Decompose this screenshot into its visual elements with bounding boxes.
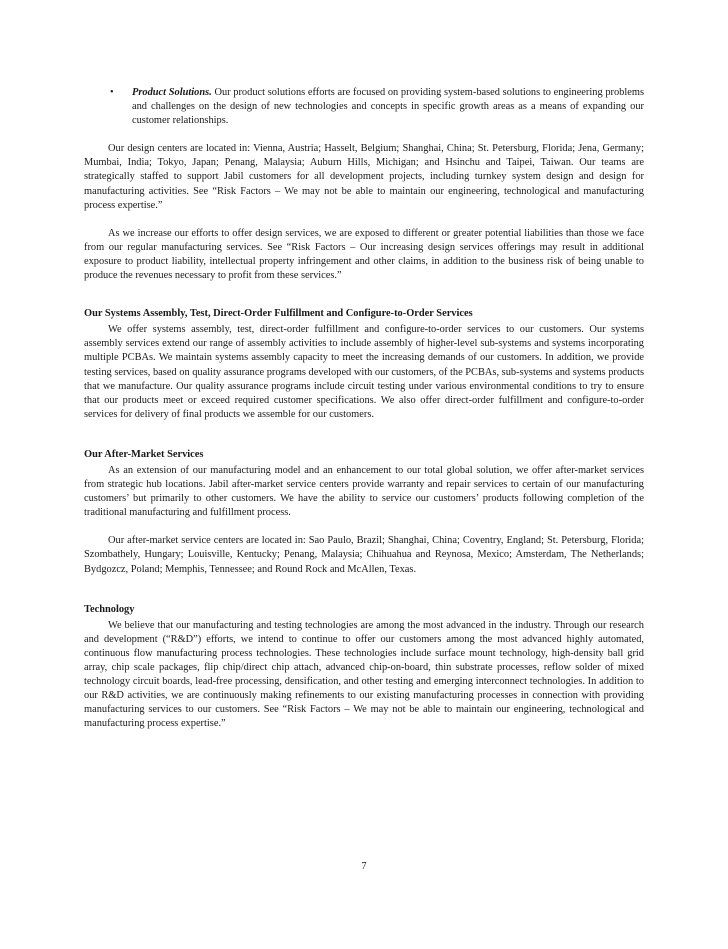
bullet-lead: Product Solutions. (132, 87, 212, 98)
bullet-text: Our product solutions efforts are focused on providing system-based solutions to engineering problems and challenges on the design of new technologies and concepts in specific growth areas as a means of expanding our customer relationships. (132, 87, 644, 127)
section-heading-systems-assembly: Our Systems Assembly, Test, Direct-Order Fulfillment and Configure-to-Order Services (84, 308, 473, 320)
paragraph-after-market-locations: Our after-market service centers are located in: Sao Paulo, Brazil; Shanghai, China; Coventry, England; St. Petersburg, Florida; Szombathely, Hungary; Louisville, Kentucky; Penang, Malaysia; Chihuahua and Reynosa, Mexico; Amsterdam, The Netherlands; Bydgozcz, Poland; Memphis, Tennessee; and Round Rock and McAllen, Texas. (84, 535, 644, 575)
paragraph-systems-assembly: We offer systems assembly, test, direct-order fulfillment and configure-to-order services to our customers. Our systems assembly services extend our range of assembly activities to include assembly of higher-level sub-systems and systems incorporating multiple PCBAs. We maintain systems assembly capacity to meet the increasing demands of our customers. In addition, we provide testing services, based on quality assurance programs developed with our customers, of the PCBAs, sub-systems and systems products that we manufacture. Our quality assurance programs include circuit testing under various environmental conditions to try to ensure that our products meet or exceed required customer specifications. We also offer direct-order fulfillment and configure-to-order services for delivery of final products we assemble for our customers. (84, 324, 644, 420)
section-heading-technology: Technology (84, 603, 135, 615)
document-body (84, 86, 644, 745)
paragraph-design-liabilities: As we increase our efforts to offer design services, we are exposed to different or greater potential liabilities than those we face from our regular manufacturing services. See “Risk Factors – Our increasing design services offerings may result in additional exposure to product liability, intellectual property infringement and other claims, in addition to the business risk of being unable to produce the revenues necessary to profit from these services.” (84, 227, 644, 282)
page-number: 7 (361, 861, 367, 872)
bullet-product-solutions (84, 86, 644, 128)
bullet-symbol: • (110, 87, 114, 98)
section-heading-after-market: Our After-Market Services (84, 448, 204, 460)
paragraph-after-market: As an extension of our manufacturing model and an enhancement to our total global solution, we offer after-market services from strategic hub locations. Jabil after-market service centers provide warranty and repair services to certain of our manufacturing customers’ but primarily to other customers. We have the ability to service our customers’ products following completion of the traditional manufacturing and fulfillment process. (84, 464, 644, 519)
paragraph-design-centers: Our design centers are located in: Vienna, Austria; Hasselt, Belgium; Shanghai, China; St. Petersburg, Florida; Jena, Germany; Mumbai, India; Tokyo, Japan; Penang, Malaysia; Auburn Hills, Michigan; and Hsinchu and Taipei, Taiwan. Our teams are strategically staffed to support Jabil customers for all development projects, including turnkey system design and design for manufacturing activities. See “Risk Factors – We may not be able to maintain our engineering, technological and manufacturing process expertise.” (84, 143, 644, 211)
paragraph-technology: We believe that our manufacturing and testing technologies are among the most advanced in the industry. Through our research and development (“R&D”) efforts, we intend to continue to offer our customers among the most advanced highly automated, continuous flow manufacturing process technologies. These technologies include surface mount technology, high-density ball grid array, chip scale packages, flip chip/direct chip attach, advanced chip-on-board, thin substrate processes, reflow solder of mixed technology circuit boards, lead-free processing, densification, and other testing and emerging interconnect technologies. In addition to our R&D activities, we are continuously making refinements to our existing manufacturing processes in connection with providing manufacturing services to our customers. See “Risk Factors – We may not be able to maintain our engineering, technological and manufacturing process expertise.” (84, 619, 644, 730)
